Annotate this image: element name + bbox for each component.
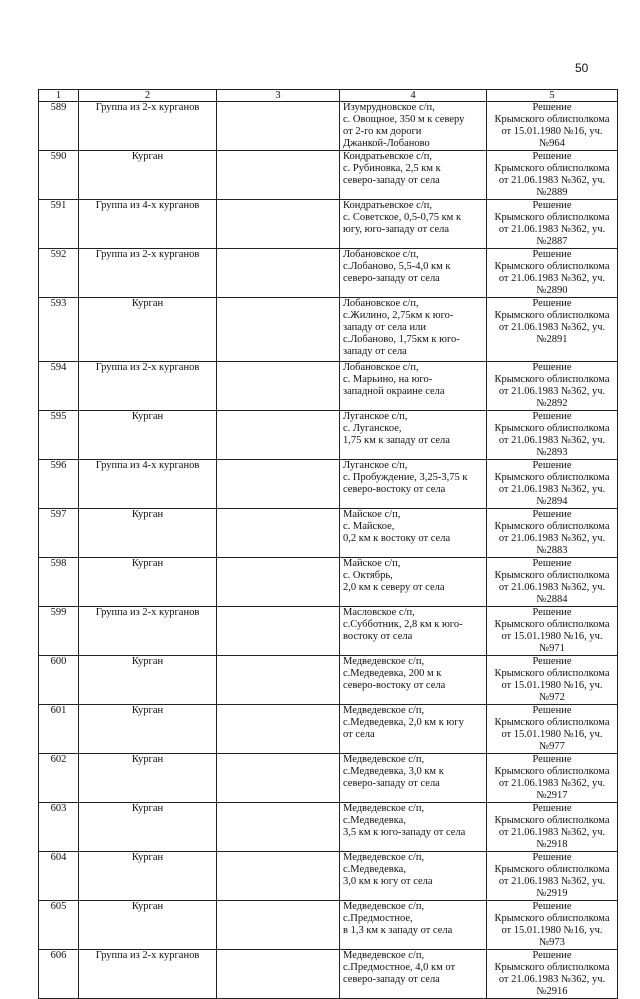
column-3-cell	[217, 803, 340, 852]
row-number: 604	[39, 852, 79, 901]
column-3-cell	[217, 411, 340, 460]
table-row	[39, 298, 618, 362]
monument-location: Кондратьевское с/п, с. Советское, 0,5-0,75 км к югу, юго-западу от села	[340, 200, 487, 249]
table-row	[39, 558, 618, 607]
header-col-5: 5	[487, 90, 618, 102]
decision-reference: Решение Крымского облисполкома от 21.06.1983 №362, уч.№2887	[487, 200, 618, 249]
monument-type: Курган	[79, 705, 217, 754]
table-row	[39, 411, 618, 460]
table-row	[39, 102, 618, 151]
column-3-cell	[217, 298, 340, 362]
monument-type: Группа из 4-х курганов	[79, 460, 217, 509]
decision-reference: Решение Крымского облисполкома от 21.06.1983 №362, уч.№2916	[487, 950, 618, 999]
column-3-cell	[217, 249, 340, 298]
decision-reference: Решение Крымского облисполкома от 15.01.1980 №16, уч.№972	[487, 656, 618, 705]
decision-reference: Решение Крымского облисполкома от 21.06.1983 №362, уч.№2884	[487, 558, 618, 607]
table-row	[39, 656, 618, 705]
table-row	[39, 754, 618, 803]
monument-type: Курган	[79, 901, 217, 950]
monument-type: Курган	[79, 151, 217, 200]
row-number: 593	[39, 298, 79, 362]
monument-location: Медведевское с/п, с.Предмостное, в 1,3 км к западу от села	[340, 901, 487, 950]
row-number: 595	[39, 411, 79, 460]
table-row	[39, 460, 618, 509]
page-number: 50	[575, 61, 589, 75]
monument-type: Курган	[79, 558, 217, 607]
table-row	[39, 607, 618, 656]
decision-reference: Решение Крымского облисполкома от 21.06.1983 №362, уч.№2918	[487, 803, 618, 852]
column-3-cell	[217, 362, 340, 411]
row-number: 589	[39, 102, 79, 151]
decision-reference: Решение Крымского облисполкома от 21.06.1983 №362, уч.№2893	[487, 411, 618, 460]
decision-reference: Решение Крымского облисполкома от 21.06.1983 №362, уч.№2919	[487, 852, 618, 901]
row-number: 596	[39, 460, 79, 509]
monument-type: Курган	[79, 754, 217, 803]
column-3-cell	[217, 607, 340, 656]
column-3-cell	[217, 852, 340, 901]
monument-type: Курган	[79, 298, 217, 362]
table-header-row	[39, 90, 618, 102]
monument-location: Майское с/п, с. Майское, 0,2 км к востоку от села	[340, 509, 487, 558]
column-3-cell	[217, 151, 340, 200]
row-number: 605	[39, 901, 79, 950]
monument-type: Курган	[79, 852, 217, 901]
monument-location: Медведевское с/п, с.Предмостное, 4,0 км от северо-западу от села	[340, 950, 487, 999]
monuments-table	[38, 89, 618, 999]
column-3-cell	[217, 200, 340, 249]
column-3-cell	[217, 754, 340, 803]
decision-reference: Решение Крымского облисполкома от 21.06.1983 №362, уч.№2889	[487, 151, 618, 200]
monument-type: Курган	[79, 803, 217, 852]
table-row	[39, 803, 618, 852]
row-number: 599	[39, 607, 79, 656]
column-3-cell	[217, 950, 340, 999]
monument-location: Кондратьевское с/п, с. Рубиновка, 2,5 км к северо-западу от села	[340, 151, 487, 200]
column-3-cell	[217, 460, 340, 509]
header-col-2: 2	[79, 90, 217, 102]
monument-type: Курган	[79, 509, 217, 558]
decision-reference: Решение Крымского облисполкома от 15.01.1980 №16, уч.№973	[487, 901, 618, 950]
monument-location: Луганское с/п, с. Луганское, 1,75 км к западу от села	[340, 411, 487, 460]
monument-type: Курган	[79, 656, 217, 705]
row-number: 606	[39, 950, 79, 999]
column-3-cell	[217, 656, 340, 705]
row-number: 603	[39, 803, 79, 852]
decision-reference: Решение Крымского облисполкома от 21.06.1983 №362, уч.№2892	[487, 362, 618, 411]
table-row	[39, 509, 618, 558]
monument-location: Лобановское с/п, с.Жилино, 2,75км к юго- западу от села или с.Лобаново, 1,75км к юго- западу от села	[340, 298, 487, 362]
decision-reference: Решение Крымского облисполкома от 21.06.1983 №362, уч.№2891	[487, 298, 618, 362]
row-number: 594	[39, 362, 79, 411]
header-col-3: 3	[217, 90, 340, 102]
monument-location: Медведевское с/п, с.Медведевка, 200 м к северо-востоку от села	[340, 656, 487, 705]
monument-type: Группа из 2-х курганов	[79, 950, 217, 999]
monument-location: Изумрудновское с/п, с. Овощное, 350 м к северу от 2-го км дороги Джанкой-Лобаново	[340, 102, 487, 151]
table-row	[39, 950, 618, 999]
monument-type: Группа из 2-х курганов	[79, 362, 217, 411]
monument-type: Группа из 2-х курганов	[79, 249, 217, 298]
monument-type: Группа из 2-х курганов	[79, 607, 217, 656]
table-row	[39, 200, 618, 249]
decision-reference: Решение Крымского облисполкома от 21.06.1983 №362, уч.№2883	[487, 509, 618, 558]
decision-reference: Решение Крымского облисполкома от 21.06.1983 №362, уч.№2894	[487, 460, 618, 509]
decision-reference: Решение Крымского облисполкома от 15.01.1980 №16, уч.№977	[487, 705, 618, 754]
row-number: 590	[39, 151, 79, 200]
monument-location: Луганское с/п, с. Пробуждение, 3,25-3,75 к северо-востоку от села	[340, 460, 487, 509]
row-number: 600	[39, 656, 79, 705]
header-col-1: 1	[39, 90, 79, 102]
table-row	[39, 362, 618, 411]
monument-location: Масловское с/п, с.Субботник, 2,8 км к юго- востоку от села	[340, 607, 487, 656]
row-number: 598	[39, 558, 79, 607]
column-3-cell	[217, 901, 340, 950]
monument-location: Медведевское с/п, с.Медведевка, 2,0 км к югу от села	[340, 705, 487, 754]
monument-location: Майское с/п, с. Октябрь, 2,0 км к северу от села	[340, 558, 487, 607]
row-number: 597	[39, 509, 79, 558]
monument-location: Медведевское с/п, с.Медведевка, 3,0 км к югу от села	[340, 852, 487, 901]
column-3-cell	[217, 102, 340, 151]
monument-location: Лобановское с/п, с. Марьино, на юго- западной окраине села	[340, 362, 487, 411]
row-number: 601	[39, 705, 79, 754]
table-row	[39, 249, 618, 298]
decision-reference: Решение Крымского облисполкома от 21.06.1983 №362, уч.№2890	[487, 249, 618, 298]
table-row	[39, 151, 618, 200]
monument-type: Группа из 2-х курганов	[79, 102, 217, 151]
row-number: 591	[39, 200, 79, 249]
monument-type: Курган	[79, 411, 217, 460]
decision-reference: Решение Крымского облисполкома от 15.01.1980 №16, уч.№964	[487, 102, 618, 151]
table-row	[39, 901, 618, 950]
table-row	[39, 705, 618, 754]
decision-reference: Решение Крымского облисполкома от 15.01.1980 №16, уч.№971	[487, 607, 618, 656]
row-number: 592	[39, 249, 79, 298]
column-3-cell	[217, 558, 340, 607]
monument-location: Медведевское с/п, с.Медведевка, 3,5 км к юго-западу от села	[340, 803, 487, 852]
monument-location: Лобановское с/п, с.Лобаново, 5,5-4,0 км к северо-западу от села	[340, 249, 487, 298]
header-col-4: 4	[340, 90, 487, 102]
column-3-cell	[217, 705, 340, 754]
row-number: 602	[39, 754, 79, 803]
decision-reference: Решение Крымского облисполкома от 21.06.1983 №362, уч.№2917	[487, 754, 618, 803]
monument-type: Группа из 4-х курганов	[79, 200, 217, 249]
table-row	[39, 852, 618, 901]
monument-location: Медведевское с/п, с.Медведевка, 3,0 км к северо-западу от села	[340, 754, 487, 803]
column-3-cell	[217, 509, 340, 558]
